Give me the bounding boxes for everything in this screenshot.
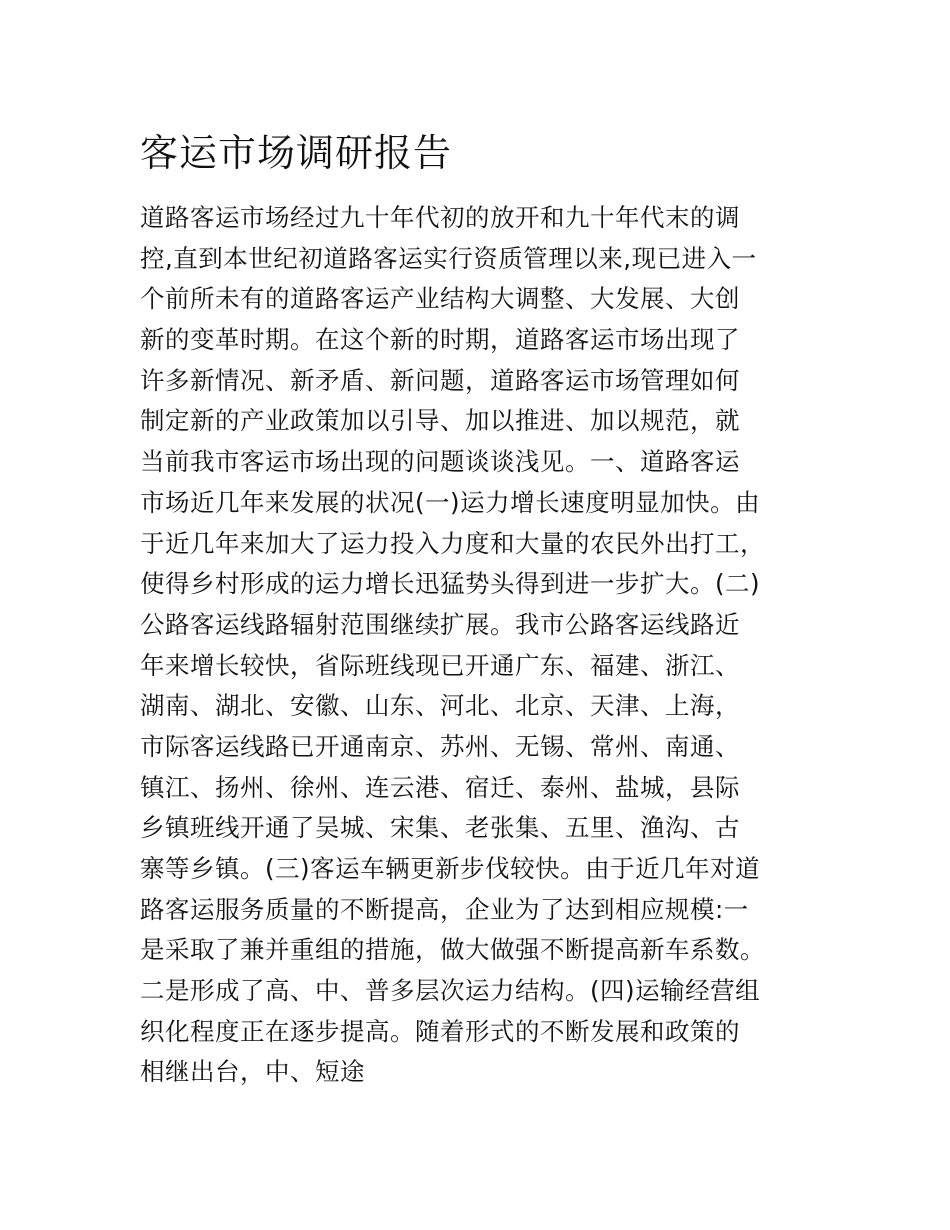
body-line: 织化程度正在逐步提高。随着形式的不断发展和政策的	[140, 1016, 740, 1046]
body-line: 新的变革时期。在这个新的时期，道路客运市场出现了	[140, 325, 740, 355]
body-line: 寨等乡镇。(三)客运车辆更新步伐较快。由于近几年对道	[140, 854, 761, 883]
body-line: 制定新的产业政策加以引导、加以推进、加以规范，就	[140, 406, 740, 436]
body-line: 使得乡村形成的运力增长迅猛势头得到进一步扩大。(二)	[140, 569, 761, 599]
body-line: 二是形成了高、中、普多层次运力结构。(四)运输经营组	[140, 976, 761, 1006]
body-line: 市际客运线路已开通南京、苏州、无锡、常州、南通、	[140, 731, 740, 761]
document-title: 客运市场调研报告	[140, 131, 453, 175]
body-line: 许多新情况、新矛盾、新问题，道路客运市场管理如何	[140, 365, 740, 395]
body-line: 镇江、扬州、徐州、连云港、宿迁、泰州、盐城，县际	[140, 772, 740, 802]
body-line: 道路客运市场经过九十年代初的放开和九十年代末的调	[140, 203, 740, 232]
body-line: 个前所未有的道路客运产业结构大调整、大发展、大创	[140, 284, 740, 314]
body-line: 控,直到本世纪初道路客运实行资质管理以来,现已进入一	[140, 243, 757, 273]
body-line: 相继出台，中、短途	[140, 1057, 365, 1087]
body-line: 于近几年来加大了运力投入力度和大量的农民外出打工，	[140, 528, 765, 558]
body-line: 湖南、湖北、安徽、山东、河北、北京、天津、上海，	[140, 691, 740, 721]
body-line: 公路客运线路辐射范围继续扩展。我市公路客运线路近	[140, 609, 740, 639]
body-line: 年来增长较快，省际班线现已开通广东、福建、浙江、	[140, 650, 740, 680]
body-line: 路客运服务质量的不断提高，企业为了达到相应规模:一	[140, 894, 749, 924]
body-line: 是采取了兼并重组的措施，做大做强不断提高新车系数。	[140, 935, 765, 965]
body-line: 当前我市客运市场出现的问题谈谈浅见。一、道路客运	[140, 447, 740, 477]
body-line: 乡镇班线开通了吴城、宋集、老张集、五里、渔沟、古	[140, 813, 740, 843]
body-line: 市场近几年来发展的状况(一)运力增长速度明显加快。由	[140, 487, 761, 517]
document-body	[140, 198, 820, 1093]
